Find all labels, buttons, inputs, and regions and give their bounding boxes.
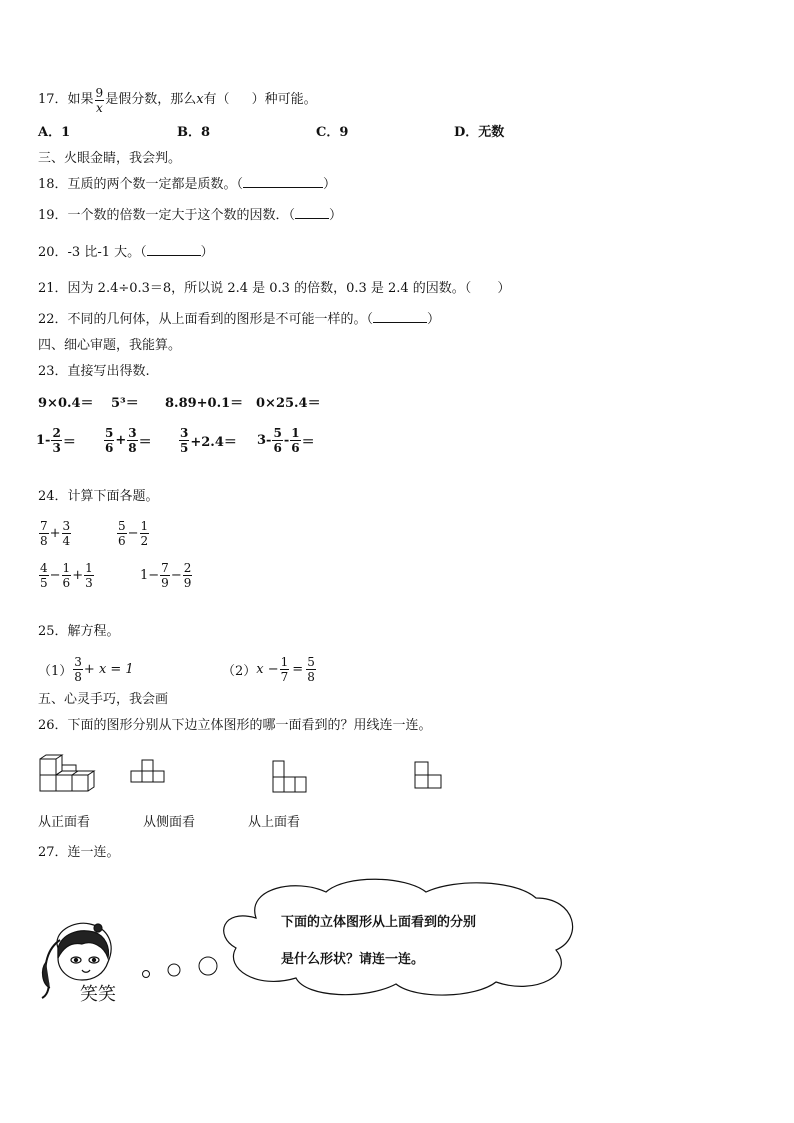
q17-suffix-a: 有（ <box>203 92 230 107</box>
q24-2-d2: 2 <box>140 533 149 548</box>
q23-6-post: ＝ <box>138 434 152 450</box>
q24-4-op: − <box>170 567 182 583</box>
q23-6-n2: 3 <box>128 425 137 440</box>
q23-8-d2: 6 <box>291 440 300 455</box>
q23-title: 23．直接写出得数. <box>38 364 150 379</box>
bubble-line-2: 是什么形状？请连一连。 <box>281 952 425 967</box>
q23-7-post: +2.4＝ <box>190 434 237 450</box>
q23-item-4: 0×25.4＝ <box>256 396 321 411</box>
q25-2-num1: 1 <box>280 654 289 669</box>
q25-eq-2 <box>222 650 317 688</box>
q17-fraction <box>95 86 105 115</box>
q23-item-5 <box>36 422 76 458</box>
q25-2-den2: 8 <box>307 669 315 684</box>
q26-caption-side: 从侧面看 <box>143 815 196 830</box>
q23-8-post: ＝ <box>301 434 315 450</box>
q23-5-post: ＝ <box>62 434 76 450</box>
q22-close: ） <box>427 312 441 327</box>
q17-middle: 是假分数，那么 <box>105 92 197 107</box>
q24-3-d3: 3 <box>85 575 93 590</box>
q24-2-op: − <box>127 525 139 541</box>
q25-2-eq: = <box>292 661 304 677</box>
q24-2-n1: 5 <box>118 518 126 533</box>
q19-answer-blank[interactable] <box>295 218 329 219</box>
q21-close: ） <box>497 281 511 296</box>
q25-1-rest: + x = 1 <box>83 661 134 677</box>
q27-title: 27．连一连。 <box>38 845 120 860</box>
q24-1-d1: 8 <box>40 533 48 548</box>
q23-5-den: 3 <box>52 440 61 455</box>
section5-heading: 五、心灵手巧，我会画 <box>38 692 169 707</box>
q24-3-d2: 6 <box>62 575 71 590</box>
q17-var: x <box>196 92 204 107</box>
q24-3-n2: 1 <box>62 560 71 575</box>
q23-5-pre: 1- <box>36 432 51 448</box>
q25-2-num2: 5 <box>307 654 315 669</box>
thought-dots <box>140 954 220 984</box>
q26-title: 26．下面的图形分别从下边立体图形的哪一面看到的？用线连一连。 <box>38 718 432 733</box>
q23-8-n2: 1 <box>291 425 300 440</box>
q26-caption-top: 从上面看 <box>248 815 301 830</box>
thought-cloud <box>216 878 586 998</box>
q18-text: 18．互质的两个数一定都是质数。（ <box>38 177 244 192</box>
q23-8-d1: 6 <box>273 440 282 455</box>
q17-frac-den: x <box>95 100 103 115</box>
q17-frac-num: 9 <box>95 85 104 100</box>
q26-solid-figure <box>38 753 100 793</box>
q23-item-8 <box>257 422 315 458</box>
q26-caption-front: 从正面看 <box>38 815 91 830</box>
q21-text: 21．因为 2.4÷0.3＝8，所以说 2.4 是 0.3 的倍数，0.3 是 2.4 的因数。（ <box>38 281 472 296</box>
q23-6-d1: 6 <box>105 440 114 455</box>
q17-suffix-b: ）种可能。 <box>251 92 317 107</box>
q17-line <box>38 82 317 118</box>
q24-expr-2 <box>116 514 150 552</box>
q24-1-n2: 3 <box>62 518 71 533</box>
q24-1-op: + <box>49 525 61 541</box>
q23-8-op: - <box>283 432 290 448</box>
q26-view-shape-b <box>272 760 320 794</box>
q25-2-pre: x − <box>256 661 279 677</box>
q19-close: ） <box>329 208 343 223</box>
q17-prefix: 17．如果 <box>38 92 94 107</box>
q25-1-num: 3 <box>74 654 82 669</box>
q24-expr-3 <box>38 556 95 594</box>
q17-option-c: C．9 <box>316 125 349 140</box>
q24-3-d1: 5 <box>40 575 48 590</box>
q18-line <box>38 177 336 193</box>
section4-heading: 四、细心审题，我能算。 <box>38 338 182 353</box>
q26-view-shape-c <box>413 760 449 800</box>
q24-4-pre: 1− <box>140 567 160 583</box>
q23-item-3: 8.89+0.1＝ <box>165 396 244 411</box>
q25-title: 25．解方程。 <box>38 624 120 639</box>
q23-item-6 <box>103 422 152 458</box>
q24-2-n2: 1 <box>140 518 149 533</box>
q24-expr-1 <box>38 514 72 552</box>
q23-item-7 <box>178 422 237 458</box>
q24-4-d2: 9 <box>183 575 192 590</box>
q20-answer-blank[interactable] <box>147 255 201 256</box>
q24-3-op1: − <box>49 567 61 583</box>
q25-1-label: （1） <box>38 663 73 679</box>
q24-3-n3: 1 <box>85 560 93 575</box>
q23-8-n1: 5 <box>273 425 282 440</box>
q23-6-op: + <box>115 432 127 448</box>
q23-5-num: 2 <box>52 425 61 440</box>
q18-answer-blank[interactable] <box>243 187 323 188</box>
q17-option-b: B．8 <box>177 125 211 140</box>
q25-1-den: 8 <box>74 669 82 684</box>
q20-close: ） <box>200 245 214 260</box>
q24-3-n1: 4 <box>40 560 48 575</box>
q17-option-d: D．无数 <box>454 125 505 140</box>
character-name: 笑笑 <box>80 984 116 1005</box>
q23-8-pre: 3- <box>257 432 272 448</box>
q25-2-den1: 7 <box>280 669 289 684</box>
q24-1-n1: 7 <box>40 518 48 533</box>
q23-7-den: 5 <box>180 440 189 455</box>
q25-2-label: （2） <box>222 663 257 679</box>
q19-line <box>38 208 342 224</box>
q24-title: 24．计算下面各题。 <box>38 489 159 504</box>
q22-answer-blank[interactable] <box>373 322 427 323</box>
q18-close: ） <box>323 177 337 192</box>
q26-view-shape-a <box>130 758 166 792</box>
q22-text: 22．不同的几何体，从上面看到的图形是不可能一样的。（ <box>38 312 374 327</box>
q23-item-2: 5³＝ <box>111 396 139 411</box>
q23-item-1: 9×0.4＝ <box>38 396 94 411</box>
q24-expr-4 <box>140 556 193 594</box>
q23-6-n1: 5 <box>105 425 114 440</box>
section3-heading: 三、火眼金睛，我会判。 <box>38 151 182 166</box>
q24-4-n1: 7 <box>161 560 169 575</box>
q21-line <box>38 281 510 297</box>
bubble-line-1: 下面的立体图形从上面看到的分别 <box>281 915 477 930</box>
q24-3-op2: + <box>72 567 84 583</box>
q24-4-n2: 2 <box>183 560 192 575</box>
q24-1-d2: 4 <box>62 533 71 548</box>
q23-6-d2: 8 <box>128 440 137 455</box>
q24-2-d1: 6 <box>118 533 126 548</box>
q20-line <box>38 245 214 261</box>
q20-text: 20．-3 比-1 大。（ <box>38 245 147 260</box>
q23-7-num: 3 <box>180 425 189 440</box>
q24-4-d1: 9 <box>161 575 169 590</box>
q25-eq-1 <box>38 650 134 688</box>
q19-text: 19．一个数的倍数一定大于这个数的因数．（ <box>38 208 296 223</box>
q22-line <box>38 312 440 328</box>
q17-option-a: A．1 <box>38 125 71 140</box>
